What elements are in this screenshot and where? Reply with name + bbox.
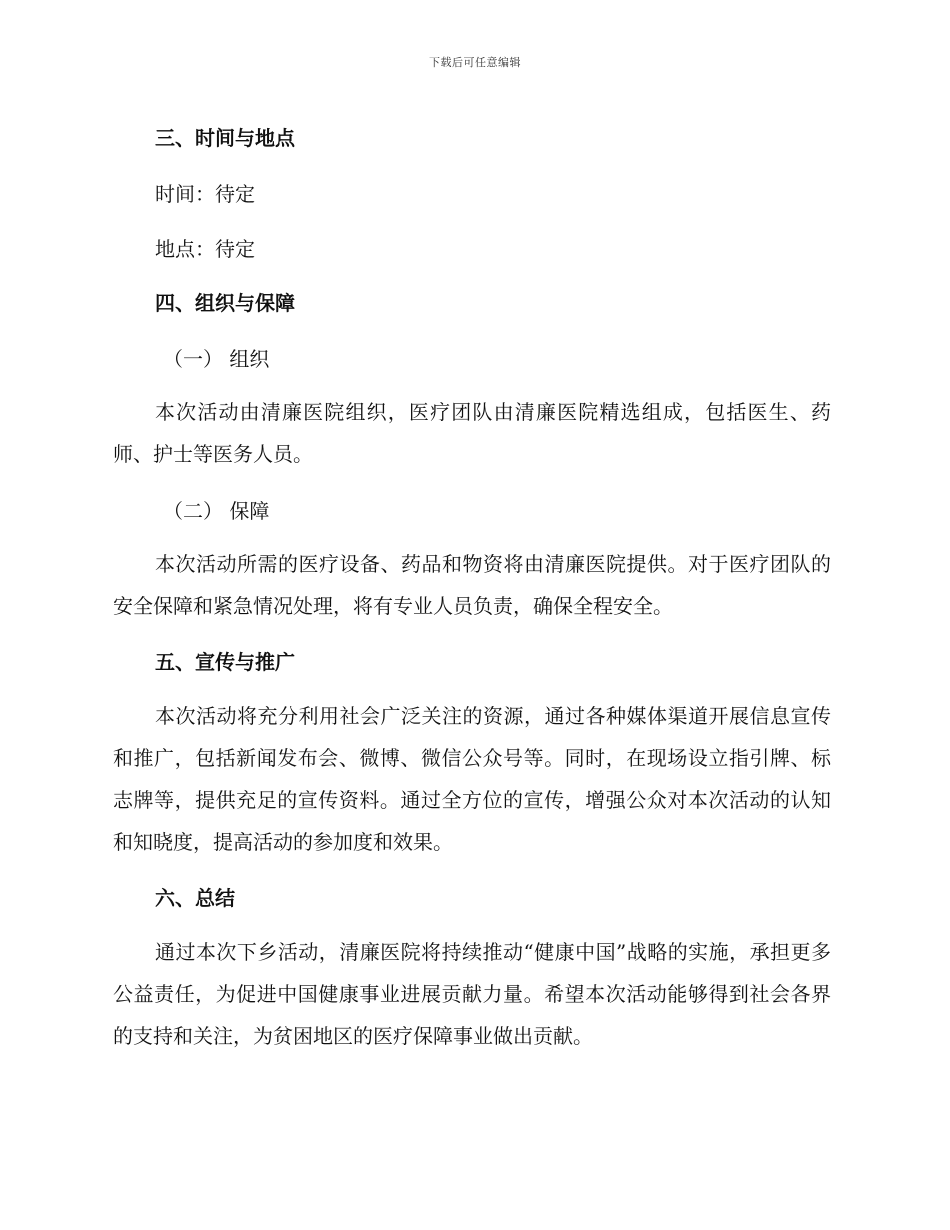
section-heading-promotion: 五、宣传与推广 bbox=[155, 649, 295, 674]
paragraph-summary: 通过本次下乡活动，清廉医院将持续推动“健康中国”战略的实施，承担更多公益责任，为促进中国健康事业进展贡献力量。希望本次活动能够得到社会各界的支持和关注，为贫困地区的医疗保障事业做出贡献。 bbox=[113, 940, 831, 1048]
subheading-guarantee: （二） 保障 bbox=[163, 499, 270, 523]
paragraph-promotion: 本次活动将充分利用社会广泛关注的资源，通过各种媒体渠道开展信息宣传和推广，包括新闻发布会、微博、微信公众号等。同时，在现场设立指引牌、标志牌等，提供充足的宣传资料。通过全方位的宣传，增强公众对本次活动的认知和知晓度，提高活动的参加度和效果。 bbox=[113, 704, 831, 854]
place-line: 地点：待定 bbox=[155, 237, 255, 261]
paragraph-organization: 本次活动由清廉医院组织，医疗团队由清廉医院精选组成，包括医生、药师、护士等医务人员。 bbox=[113, 400, 831, 466]
time-line: 时间：待定 bbox=[155, 182, 255, 206]
section-heading-time-place: 三、时间与地点 bbox=[155, 125, 295, 150]
paragraph-guarantee: 本次活动所需的医疗设备、药品和物资将由清廉医院提供。对于医疗团队的安全保障和紧急情况处理，将有专业人员负责，确保全程安全。 bbox=[113, 552, 831, 618]
section-heading-organization: 四、组织与保障 bbox=[155, 290, 295, 315]
document-body bbox=[113, 110, 831, 1064]
page-header-note: 下载后可任意编辑 bbox=[429, 56, 521, 69]
section-heading-summary: 六、总结 bbox=[155, 885, 235, 910]
subheading-organization: （一） 组织 bbox=[163, 347, 270, 371]
